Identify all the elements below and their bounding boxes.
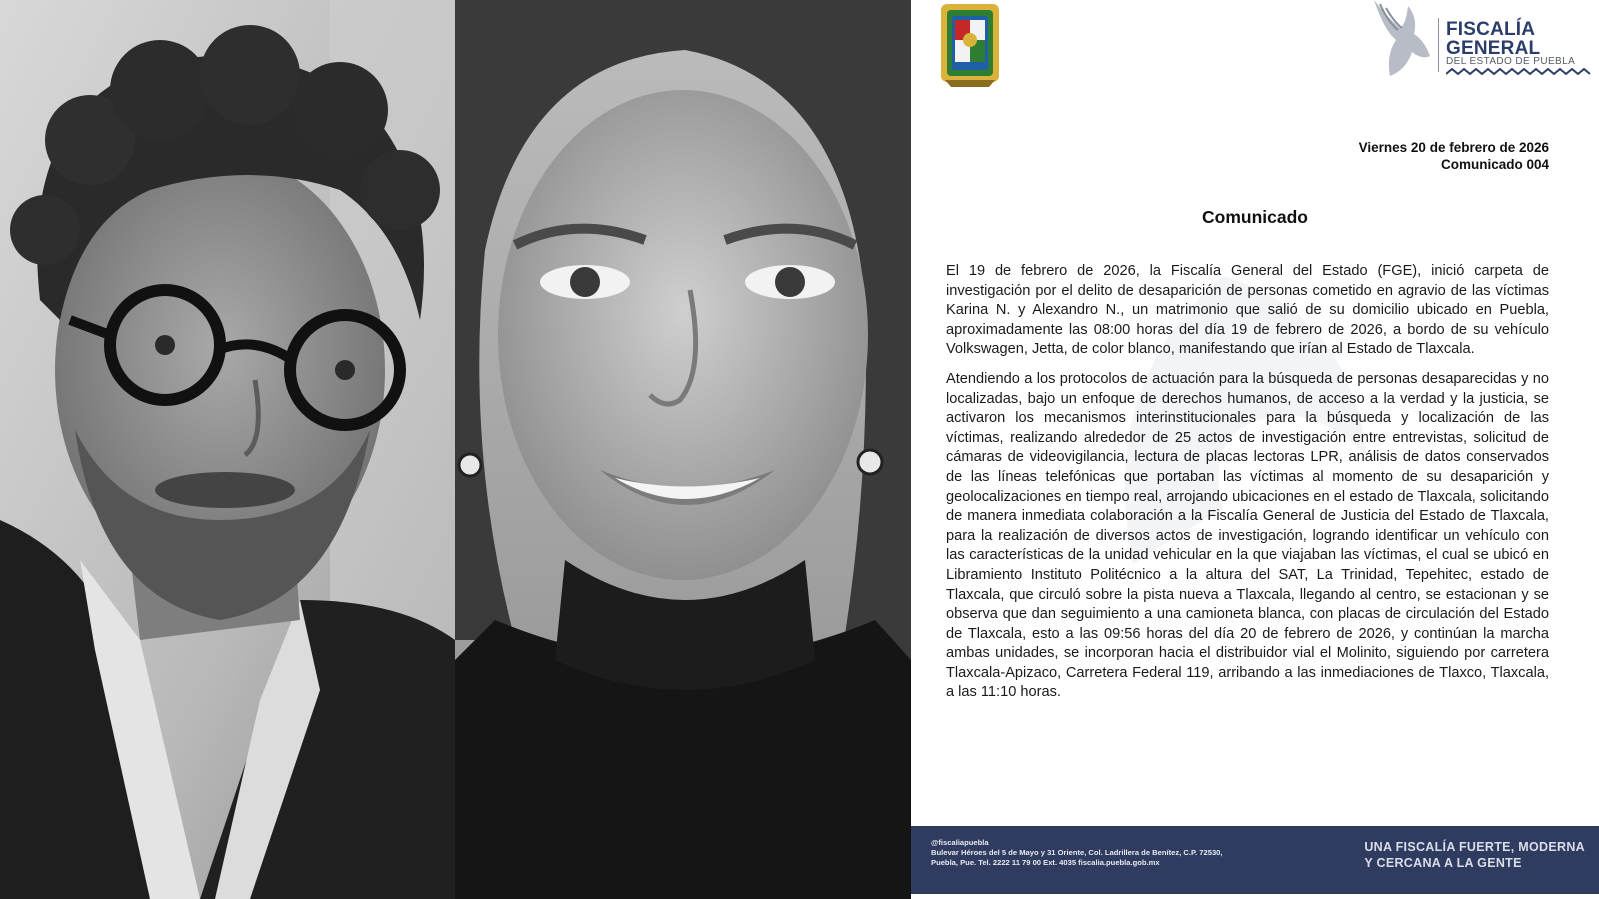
photo-woman (455, 0, 911, 899)
release-number: Comunicado 004 (1440, 157, 1549, 172)
eagle-icon (1366, 0, 1436, 80)
photo-man (0, 0, 455, 899)
document-heading: Comunicado (1202, 207, 1308, 227)
org-subtitle: DEL ESTADO DE PUEBLA (1446, 56, 1576, 67)
slogan-line-2: Y CERCANA A LA GENTE (1364, 855, 1522, 870)
address-line-2: Puebla, Pue. Tel. 2222 11 79 00 Ext. 4035 fiscalia.puebla.gob.mx (931, 858, 1160, 867)
document-footer (911, 826, 1599, 894)
fge-logo (1366, 0, 1598, 80)
document-body (946, 262, 1549, 713)
social-handle: @fiscaliapuebla (931, 838, 989, 847)
state-coat-of-arms (939, 2, 1001, 88)
paragraph-2: Atendiendo a los protocolos de actuación para la búsqueda de personas desaparecidas y no localizadas, bajo un enfoque de derechos humanos, de acceso a la verdad y la justicia, se activaron los mecanismos interinstitucionales para la búsqueda y localización de las víctimas, realizando alrededor de 25 actos de investigación entre entrevistas, solicitud de cámaras de videovigilancia, lectura de placas lectoras LPR, análisis de datos conservados de las líneas telefónicas que portaban las víctimas al momento de su desaparición y geolocalizaciones en tiempo real, arrojando ubicaciones en el estado de Tlaxcala, solicitando de manera inmediata colaboración a la Fiscalía General de Justicia del Estado de Tlaxcala, para la realización de diversos actos de investigación, logrando identificar un vehículo con las características de la unidad vehicular en la que viajaban las víctimas, el cual se ubicó en Libramiento Instituto Politécnico a la altura del SAT, La Trinidad, Tepehitec, estado de Tlaxcala, que circuló sobre la pista nueva a Tlaxcala, llegando al centro, se estacionan y se observa que dan seguimiento a una camioneta blanca, con placas de circulación del Estado de Tlaxcala, esto a las 09:56 horas del día 20 de febrero de 2026, y continúan la marcha ambas unidades, se incorporan hacia el distribuidor vial el Molinito, siguiendo por carretera Tlaxcala-Apizaco, Carretera Federal 119, arribando a las inmediaciones de Tlaxco, Tlaxcala, a las 11:10 horas. (946, 370, 1549, 701)
release-date: Viernes 20 de febrero de 2026 (1358, 140, 1549, 155)
paragraph-1: El 19 de febrero de 2026, la Fiscalía General del Estado (FGE), inició carpeta de investigación por el delito de desaparición de personas cometido en agravio de las víctimas Karina N. y Alexandro N., un matrimonio que salió de su domicilio ubicado en Puebla, aproximadamente las 08:00 horas del día 19 de febrero de 2026, a bordo de su vehículo Volkswagen, Jetta, de color blanco, manifestando que irían al Estado de Tlaxcala. (946, 263, 1549, 358)
org-name: FISCALÍA GENERAL (1446, 19, 1541, 59)
logo-divider (1438, 18, 1439, 72)
slogan-line-1: UNA FISCALÍA FUERTE, MODERNA (1364, 840, 1585, 854)
footer-slogan (1364, 840, 1585, 871)
address-line-1: Bulevar Héroes del 5 de Mayo y 31 Oriente, Col. Ladrillera de Benítez, C.P. 72530, (931, 848, 1223, 857)
press-release-document (911, 0, 1599, 899)
dateline (1359, 139, 1549, 173)
footer-bottom-border (911, 894, 1599, 899)
footer-contact (931, 838, 1223, 868)
decorative-pattern (1446, 68, 1594, 76)
